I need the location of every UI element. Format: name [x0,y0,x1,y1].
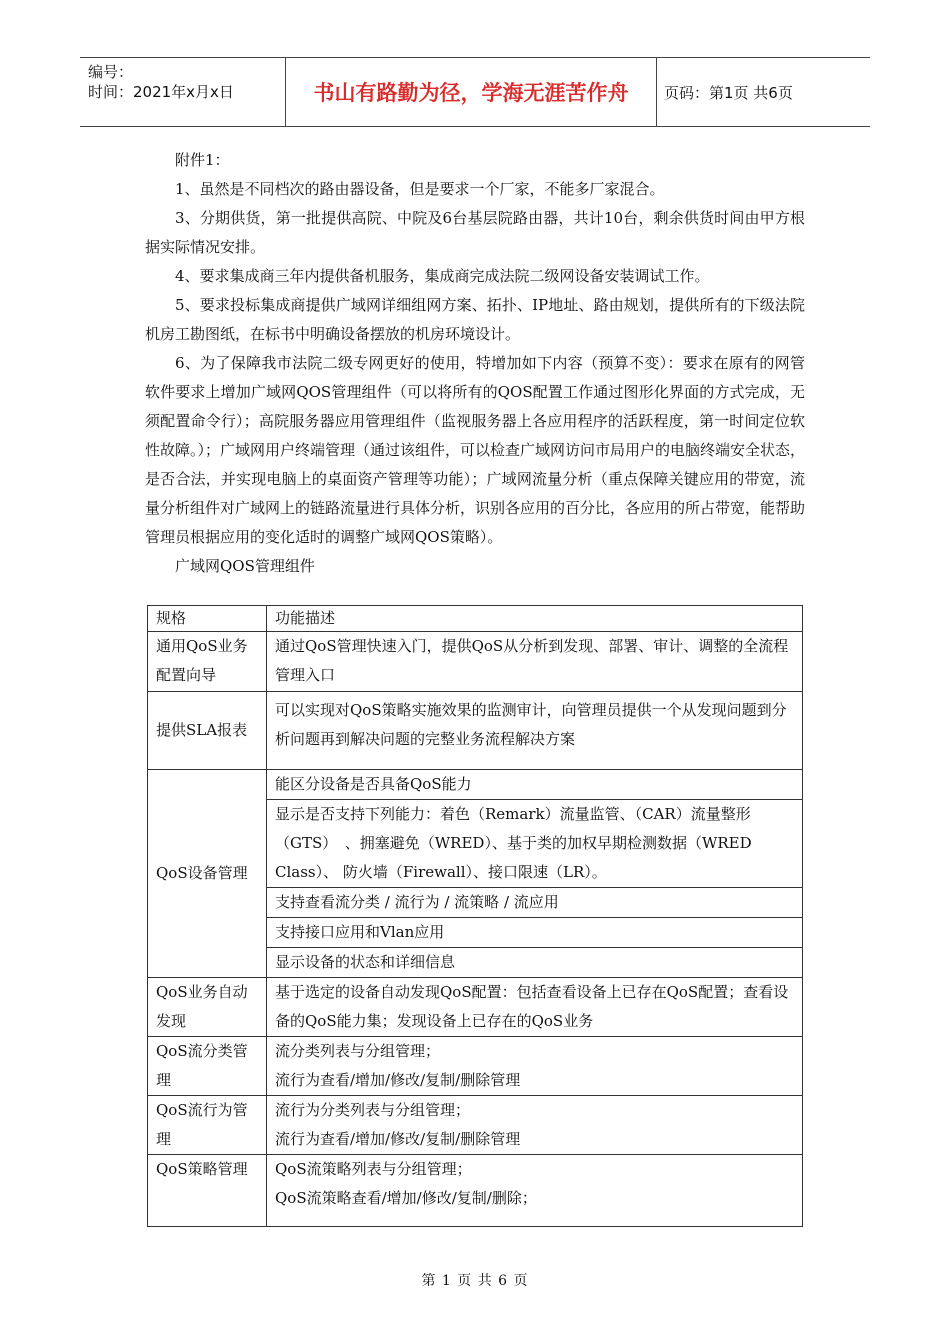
table-cell-spec: 通用QoS业务配置向导 [148,632,267,692]
desc-line: 流分类列表与分组管理； [275,1042,441,1060]
qos-component-table [147,605,803,1227]
desc-line: QoS流策略查看/增加/修改/复制/删除； [275,1189,537,1207]
table-cell-desc [267,1096,803,1155]
table-cell-desc: 可以实现对QoS策略实施效果的监测审计，向管理员提供一个从发现问题到分析问题再到解决问题的完整业务流程解决方案 [267,692,803,770]
table-cell-spec: 提供SLA报表 [148,692,267,770]
desc-line: 流行为查看/增加/修改/复制/删除管理 [275,1071,521,1089]
document-number-label: 编号： [88,63,134,81]
table-cell-spec: QoS流行为管理 [148,1096,267,1155]
header-meta [88,62,274,102]
table-cell-desc: 基于选定的设备自动发现QoS配置：包括查看设备上已存在QoS配置；查看设备的QoS能力集；发现设备上已存在的QoS业务 [267,978,803,1037]
paragraph-4: 4、要求集成商三年内提供备机服务，集成商完成法院二级网设备安装调试工作。 [175,267,710,285]
table-header-desc: 功能描述 [267,606,803,632]
table-row [148,1155,803,1227]
table-row [148,978,803,1037]
paragraph-3: 3、分期供货，第一批提供高院、中院及6台基层院路由器，共计10台，剩余供货时间由甲方根据实际情况安排。 [145,209,805,256]
table-cell-desc-list [267,770,803,978]
feature-item: 显示设备的状态和详细信息 [275,953,456,971]
page-header [80,57,870,127]
table-row [148,1096,803,1155]
table-cell-desc [267,1037,803,1096]
feature-item: 支持接口应用和Vlan应用 [267,918,802,948]
table-row [148,632,803,692]
paragraph-6: 6、为了保障我市法院二级专网更好的使用，特增加如下内容（预算不变）：要求在原有的网管软件要求上增加广域网QOS管理组件（可以将所有的QOS配置工作通过图形化界面的方式完成，无须配置命令行）；高院服务器应用管理组件（监视服务器上各应用程序的活跃程度，第一时间定位软性故障。）；广域网用户终端管理（通过该组件，可以检查广域网访问市局用户的电脑终端安全状态，是否合法，并实现电脑上的桌面资产管理等功能）；广域网流量分析（重点保障关键应用的带宽，流量分析组件对广域网上的链路流量进行具体分析，识别各应用的百分比，各应用的所占带宽，能帮助管理员根据应用的变化适时的调整广域网QOS策略）。 [145,354,806,546]
paragraph-attachment: 附件1： [175,151,230,169]
table-cell-spec: QoS业务自动发现 [148,978,267,1037]
table-cell-spec: QoS策略管理 [148,1155,267,1227]
feature-item: 显示是否支持下列能力：着色（Remark）流量监管、（CAR）流量整形（GTS） 、拥塞避免（WRED）、基于类的加权早期检测数据（WRED Class）、 防火墙（Firewall）、接口限速（LR）。 [267,800,802,888]
table-header-row [148,606,803,632]
page-footer: 第 1 页 共 6 页 [421,1273,529,1289]
table-row [148,1037,803,1096]
table-cell-desc [267,1155,803,1227]
desc-line: 流行为分类列表与分组管理； [275,1101,471,1119]
document-time-label: 时间：2021年x月x日 [88,83,234,101]
desc-line: QoS流策略列表与分组管理； [275,1160,472,1178]
paragraph-5: 5、要求投标集成商提供广域网详细组网方案、拓扑、IP地址、路由规划，提供所有的下级法院机房工勘图纸，在标书中明确设备摆放的机房环境设计。 [145,296,805,343]
feature-item: 能区分设备是否具备QoS能力 [267,770,802,800]
table-row [148,692,803,770]
table-caption: 广域网QOS管理组件 [175,557,315,575]
table-cell-desc: 通过QoS管理快速入门，提供QoS从分析到发现、部署、审计、调整的全流程管理入口 [267,632,803,692]
header-page-code: 页码：第1页 共6页 [664,83,793,102]
table-cell-spec: QoS设备管理 [148,770,267,978]
document-body [145,146,805,581]
table-header-spec: 规格 [148,606,267,632]
header-motto: 书山有路勤为径，学海无涯苦作舟 [285,58,657,126]
table-cell-spec: QoS流分类管理 [148,1037,267,1096]
table-row [148,770,803,978]
desc-line: 流行为查看/增加/修改/复制/删除管理 [275,1130,521,1148]
paragraph-1: 1、虽然是不同档次的路由器设备，但是要求一个厂家，不能多厂家混合。 [175,180,665,198]
feature-item: 支持查看流分类 / 流行为 / 流策略 / 流应用 [267,888,802,918]
